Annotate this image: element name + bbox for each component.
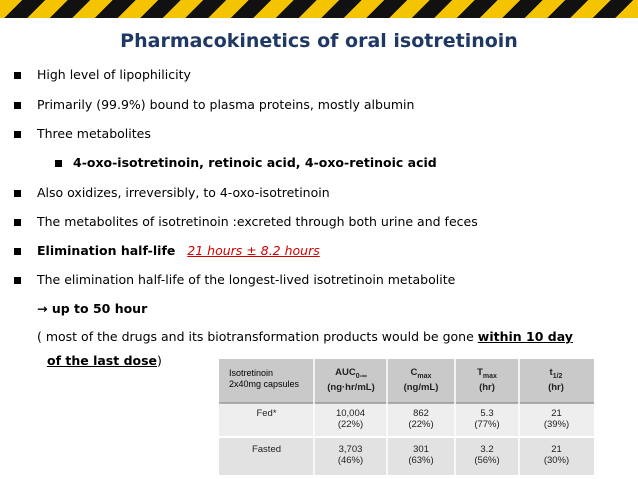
hazard-stripe-banner [0, 0, 638, 18]
half-life-label: Elimination half-life [37, 243, 176, 258]
table-cell: 5.3 (77%) [474, 408, 500, 430]
table-cell: 3.2 (56%) [474, 444, 500, 466]
sub-bullet-marker [55, 160, 62, 167]
header-tmax: $T_{max}$ (hr) [477, 367, 497, 393]
bullet-marker [14, 248, 21, 255]
bullet-marker [14, 190, 21, 197]
bullet-longest-metabolite: The elimination half-life of the longest-lived isotretinoin metabolite [37, 272, 456, 287]
bullet-marker [14, 102, 21, 109]
table-caption-drug: Isotretinoin [229, 368, 274, 378]
slide-title: Pharmacokinetics of oral isotretinoin [120, 30, 518, 52]
table-cell: 21 (39%) [543, 408, 570, 430]
table-cell: 21 (30%) [543, 444, 570, 466]
table-cell: 301 (63%) [408, 444, 434, 466]
right-arrow-icon: → [37, 301, 48, 316]
bullet-metabolites: Three metabolites [37, 126, 151, 141]
bullet-excretion: The metabolites of isotretinoin :excreted through both urine and feces [37, 214, 478, 229]
row-label-fasted: Fasted [251, 444, 282, 455]
table-cell: 10,004 (22%) [335, 408, 366, 430]
bullet-half-life [37, 243, 320, 258]
bullet-marker [14, 72, 21, 79]
pk-table [219, 359, 594, 475]
header-half-life: $t_{1/2}$ (hr) [548, 367, 564, 393]
bullet-marker [14, 219, 21, 226]
row-label-fed: Fed* [256, 408, 277, 419]
note-line-2 [47, 353, 162, 368]
note-line [37, 329, 573, 344]
bullet-marker [14, 277, 21, 284]
table-caption-dose: 2x40mg capsules [229, 379, 300, 389]
bullet-lipophilicity: High level of lipophilicity [37, 67, 191, 82]
bullet-oxidation: Also oxidizes, irreversibly, to 4-oxo-isotretinoin [37, 185, 330, 200]
table-caption [229, 368, 299, 390]
half-life-value: 21 hours ± 8.2 hours [187, 243, 320, 258]
arrow-line-text: up to 50 hour [47, 301, 148, 316]
sub-bullet-metabolite-list: 4-oxo-isotretinoin, retinoic acid, 4-oxo-retinoic acid [73, 155, 437, 170]
header-cmax: $C_{max}$ (ng/mL) [403, 367, 439, 393]
note-text: ( most of the drugs and its biotransformation products would be gone [37, 329, 478, 344]
bullet-marker [14, 131, 21, 138]
table-cell: 862 (22%) [408, 408, 434, 430]
note-emphasis-2: of the last dose [47, 353, 158, 368]
header-auc: $AUC_{0-\infty}$ (ng·hr/mL) [327, 367, 375, 393]
arrow-line [37, 301, 147, 316]
bullet-protein-binding: Primarily (99.9%) bound to plasma proteins, mostly albumin [37, 97, 415, 112]
table-cell: 3,703 (46%) [337, 444, 364, 466]
note-close: ) [157, 353, 162, 368]
note-emphasis: within 10 day [477, 329, 573, 344]
